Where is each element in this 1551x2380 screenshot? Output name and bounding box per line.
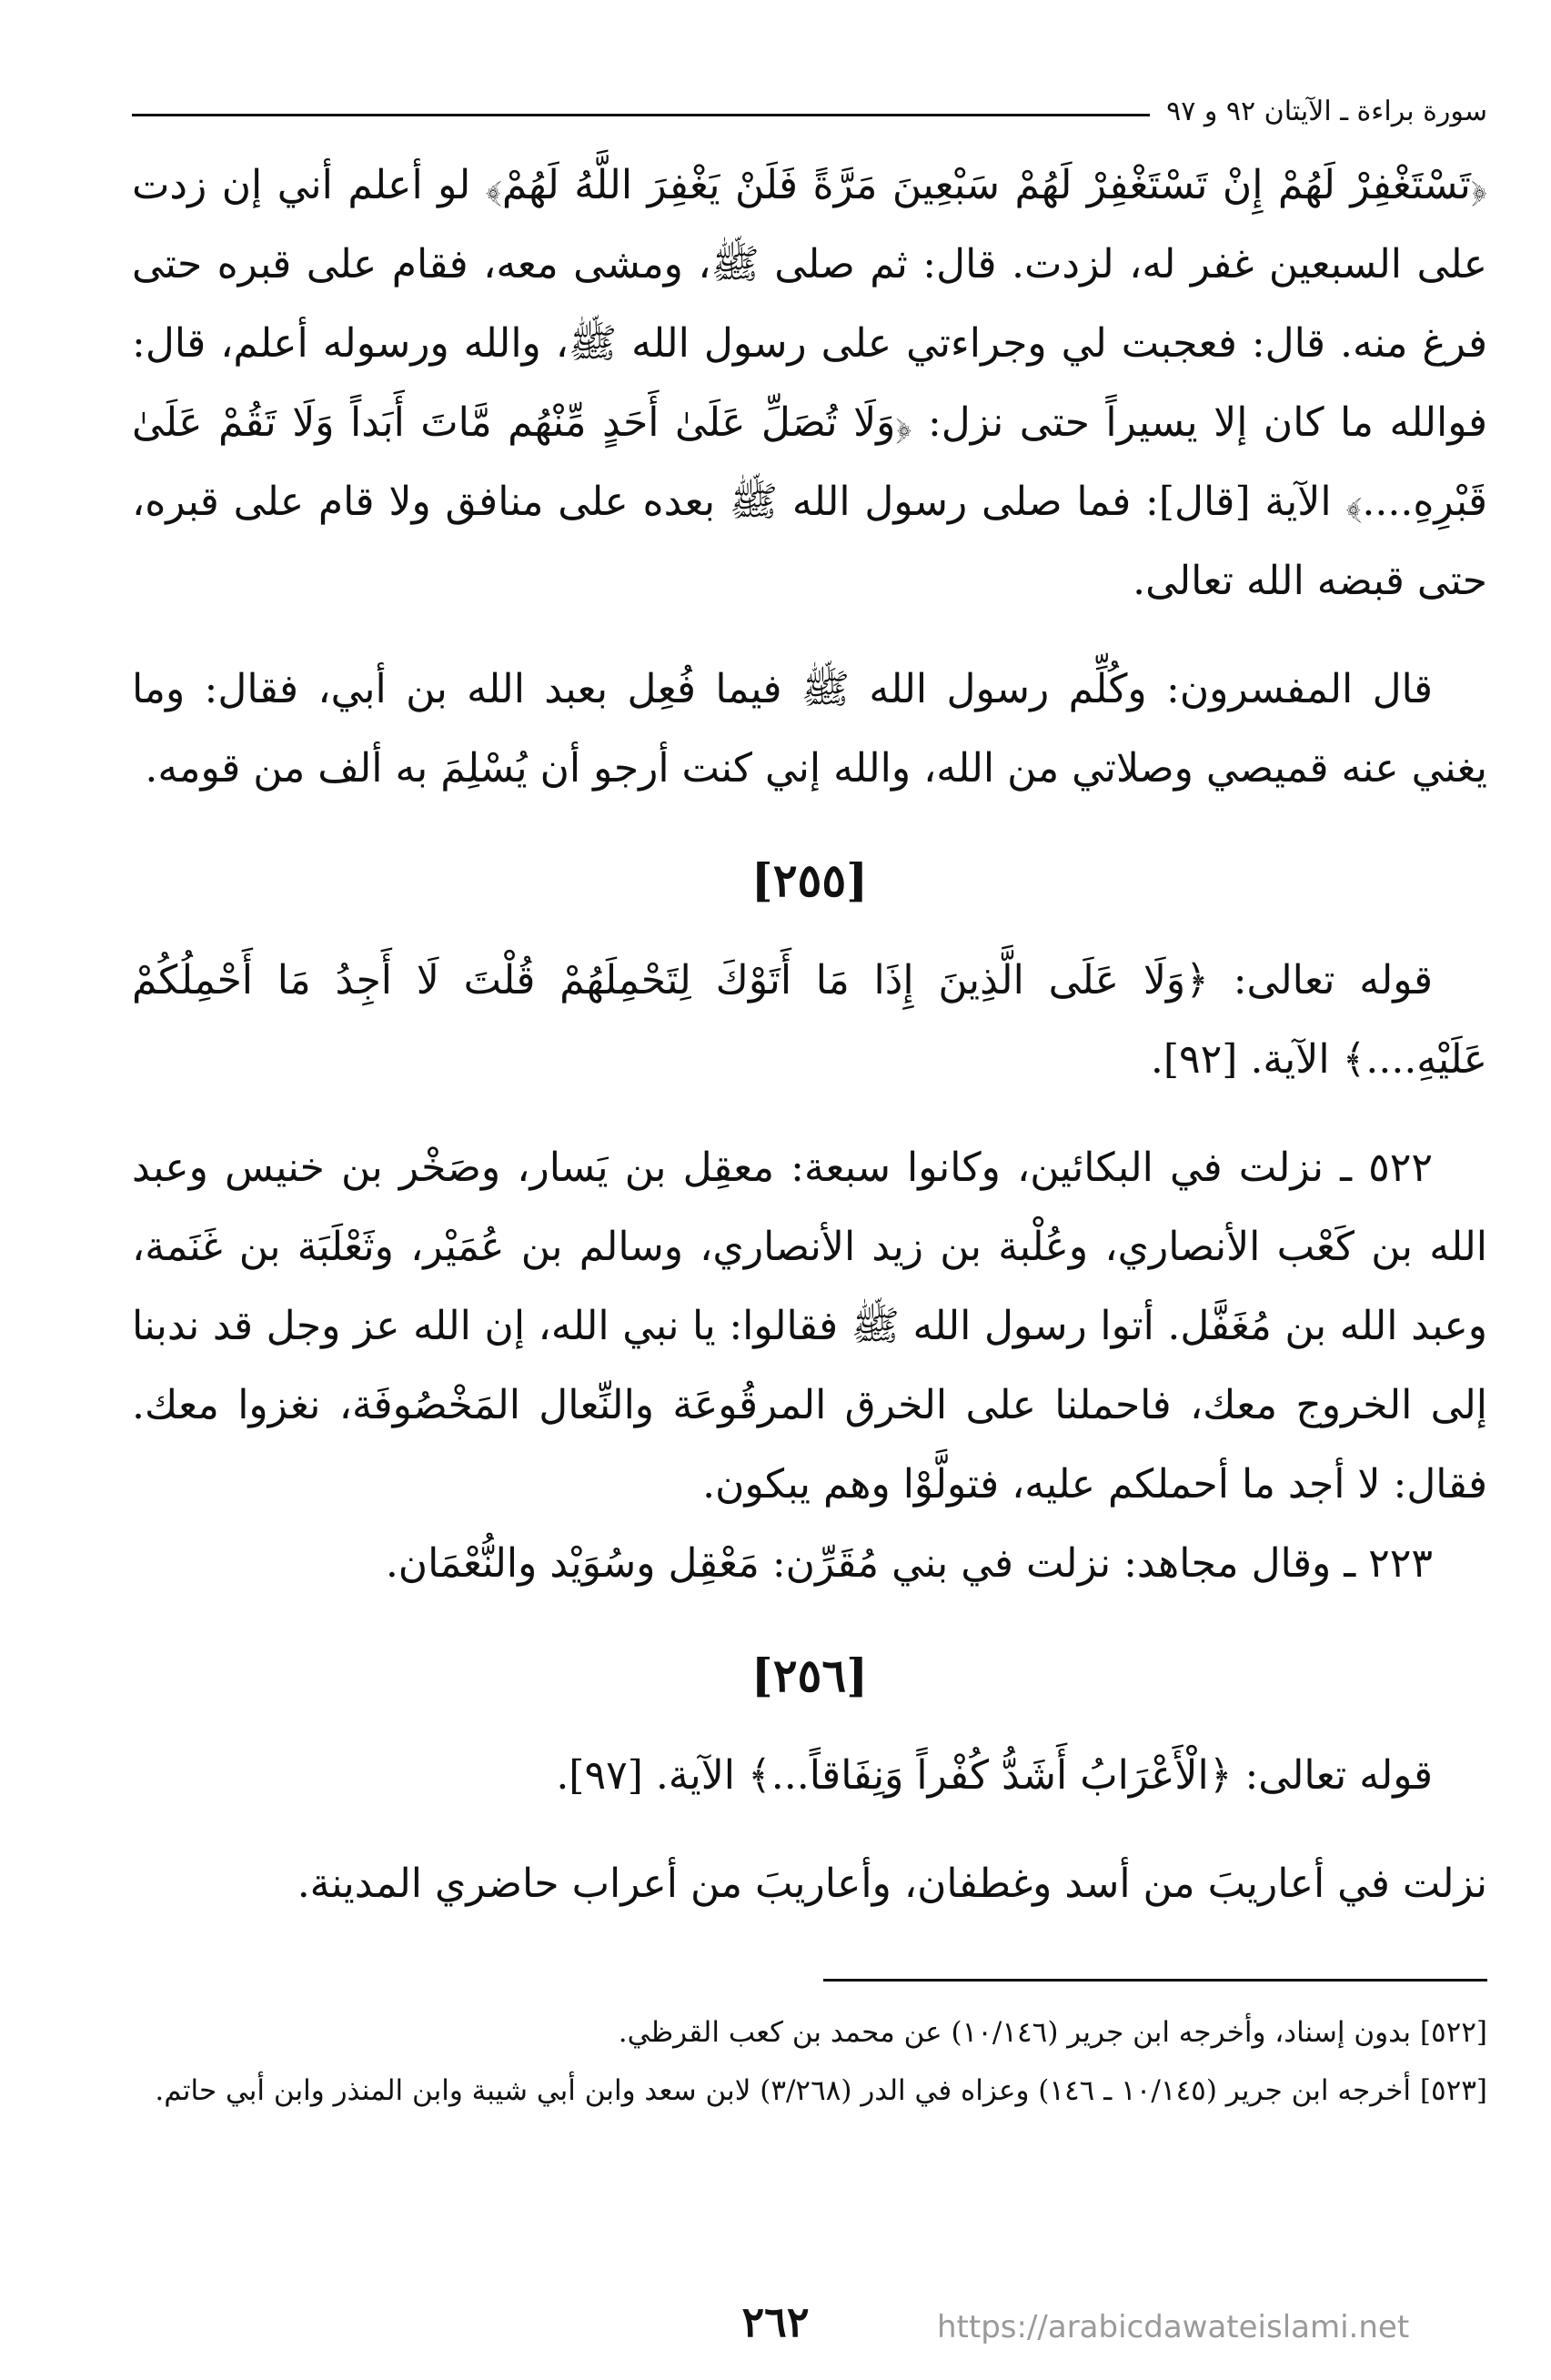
footnote-522: [٥٢٢] بدون إسناد، وأخرجه ابن جرير (١٠/١٤٦) عن محمد بن كعب القرظي. [618, 2016, 1487, 2049]
paragraph-7: نزلت في أعاريبَ من أسد وغطفان، وأعاريبَ من أعراب حاضري المدينة. [297, 1861, 1487, 1907]
paragraph-2: قال المفسرون: وكُلِّم رسول الله ﷺ فيما فُعِل بعبد الله بن أبي، فقال: وما يغني عنه قميصي وصلاتي من الله، والله إني كنت أرجو أن يُسْلِمَ به ألف من قومه. [132, 666, 1487, 792]
paragraph-4: ٥٢٢ ـ نزلت في البكائين، وكانوا سبعة: معقِل بن يَسار، وصَخْر بن خنيس وعبد الله بن كَعْب الأنصاري، وعُلْبة بن زيد الأنصاري، وسالم بن عُمَيْر، وثَعْلَبَة بن غَنَمة، وعبد الله بن مُغَفَّل. أتوا رسول الله ﷺ فقالوا: يا نبي الله، إن الله عز وجل قد ندبنا إلى الخروج معك، فاحملنا على الخرق المرقُوعَة والنِّعال المَخْصُوفَة، نغزوا معك. فقال: لا أجد ما أحملكم عليه، فتولَّوْا وهم يبكون. [132, 1145, 1487, 1508]
section-number-255: [٢٥٥] [751, 853, 868, 907]
paragraph-6: قوله تعالى: ﴿الْأَعْرَابُ أَشَدُّ كُفْراً وَنِفَاقاً...﴾ الآية. [٩٧]. [556, 1752, 1433, 1799]
header-title: سورة براءة ـ الآيتان ٩٢ و ٩٧ [1166, 95, 1487, 127]
paragraph-1: ﴿تَسْتَغْفِرْ لَهُمْ إِنْ تَسْتَغْفِرْ لَهُمْ سَبْعِينَ مَرَّةً فَلَنْ يَغْفِرَ اللَّهُ لَهُمْ﴾ لو أعلم أني إن زدت على السبعين غفر له، لزدت. قال: ثم صلى ﷺ، ومشى معه، فقام على قبره حتى فرغ منه. قال: فعجبت لي وجراءتي على رسول الله ﷺ، والله ورسوله أعلم، قال: فوالله ما كان إلا يسيراً حتى نزل: ﴿وَلَا تُصَلِّ عَلَىٰ أَحَدٍ مِّنْهُم مَّاتَ أَبَداً وَلَا تَقُمْ عَلَىٰ قَبْرِهِ....﴾ الآية [قال]: فما صلى رسول الله ﷺ بعده على منافق ولا قام على قبره، حتى قبضه الله تعالى. [132, 162, 1487, 604]
footnote-523: [٥٢٣] أخرجه ابن جرير (١٠/١٤٥ ـ ١٤٦) وعزاه في الدر (٣/٢٦٨) لابن سعد وابن أبي شيبة وابن المنذر وابن أبي حاتم. [155, 2074, 1487, 2107]
section-number-256: [٢٥٦] [751, 1649, 868, 1702]
paragraph-3: قوله تعالى: ﴿وَلَا عَلَى الَّذِينَ إِذَا مَا أَتَوْكَ لِتَحْمِلَهُمْ قُلْتَ لَا أَجِدُ مَا أَحْمِلُكُمْ عَلَيْهِ....﴾ الآية. [٩٢]. [132, 957, 1487, 1083]
page-number: ٢٦٢ [741, 2297, 810, 2346]
main-text [132, 146, 1487, 1923]
footnotes [132, 2006, 1487, 2123]
watermark-url: https://arabicdawateislami.net [937, 2309, 1410, 2345]
header-rule [132, 114, 1150, 116]
paragraph-5: ٢٢٣ ـ وقال مجاهد: نزلت في بني مُقَرِّن: مَعْقِل وسُوَيْد والنُّعْمَان. [385, 1540, 1433, 1587]
running-header [132, 84, 1487, 138]
footnote-separator [823, 1979, 1487, 1982]
